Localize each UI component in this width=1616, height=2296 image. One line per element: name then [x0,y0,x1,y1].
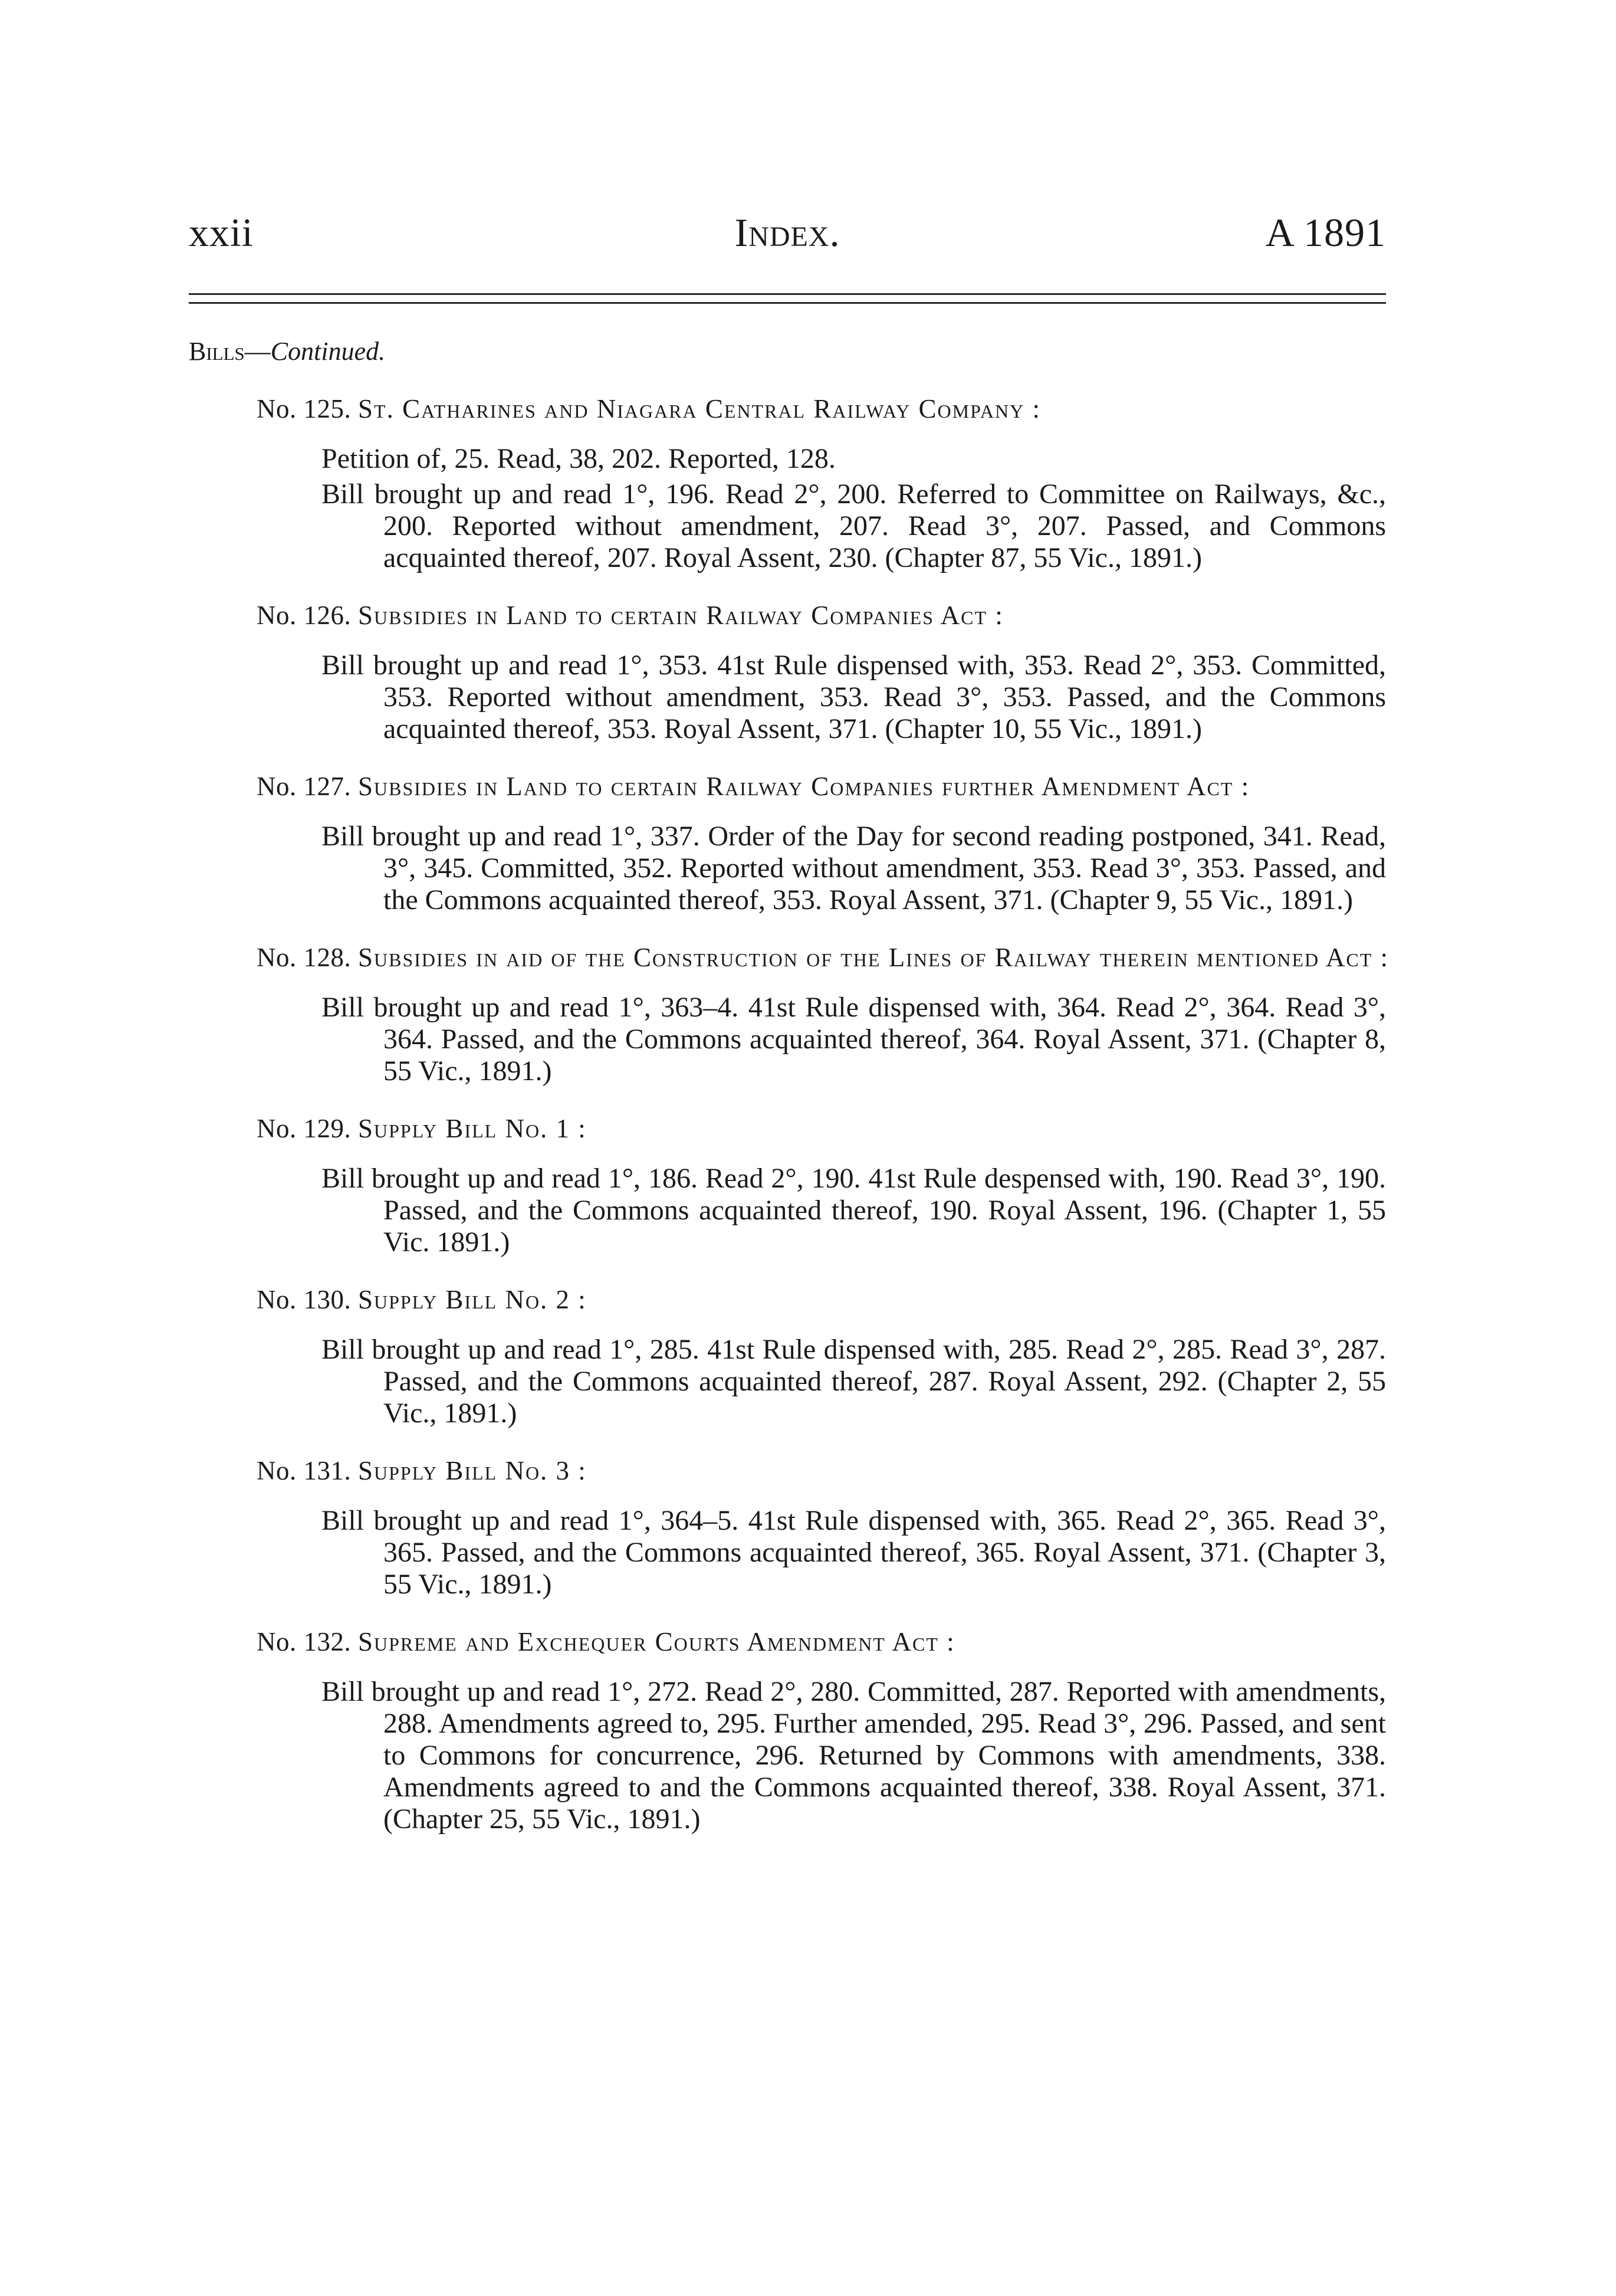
index-entry [189,599,1392,745]
entry-name: St. Catharines and Niagara Central Railway Company : [358,394,1042,424]
entry-name: Subsidies in Land to certain Railway Companies further Amendment Act : [358,772,1250,801]
entry-title [189,599,1392,632]
page-number: xxii [189,210,254,255]
index-entry [189,1283,1392,1429]
index-entry [189,770,1392,916]
entry-title [189,1283,1392,1316]
entry-paragraph: Bill brought up and read 1°, 272. Read 2°, 280. Committed, 287. Reported with amendments, 288. Amendments agreed to, 295. Further amended, 295. Read 3°, 296. Passed, and sent to Commons for concurrence, 296. Returned by Commons with amendments, 338. Amendments agreed to and the Commons acquainted thereof, 338. Royal Assent, 371. (Chapter 25, 55 Vic., 1891.) [321,1676,1386,1835]
entry-paragraph: Bill brought up and read 1°, 364–5. 41st Rule dispensed with, 365. Read 2°, 365. Read 3°, 365. Passed, and the Commons acquainted thereof, 365. Royal Assent, 371. (Chapter 3, 55 Vic., 1891.) [321,1505,1386,1600]
entry-paragraph: Petition of, 25. Read, 38, 202. Reported, 128. [321,443,836,474]
entry-title [189,1625,1392,1658]
entry-title [189,941,1392,974]
entry-number: No. 126. [257,601,352,630]
entry-number: No. 125. [257,394,352,424]
section-heading [189,336,385,366]
entry-list [189,392,1392,1860]
volume-year: A 1891 [1265,210,1386,255]
entry-name: Supreme and Exchequer Courts Amendment Act : [358,1627,955,1657]
entry-paragraph: Bill brought up and read 1°, 337. Order of the Day for second reading postponed, 341. Read, 3°, 345. Committed, 352. Reported without amendment, 353. Read 3°, 353. Passed, and the Commons acquainted thereof, 353. Royal Assent, 371. (Chapter 9, 55 Vic., 1891.) [321,821,1386,916]
index-entry [189,392,1392,574]
section-heading-label: Bills [189,337,245,366]
entry-name: Supply Bill No. 3 : [358,1456,587,1485]
entry-title [189,1112,1392,1145]
entry-name: Supply Bill No. 1 : [358,1114,587,1143]
entry-number: No. 127. [257,772,352,801]
page-title: Index. [734,210,840,255]
entry-number: No. 128. [257,943,352,972]
entry-title [189,770,1392,803]
entry-paragraph: Bill brought up and read 1°, 353. 41st Rule dispensed with, 353. Read 2°, 353. Committed, 353. Reported without amendment, 353. Read 3°, 353. Passed, and the Commons acquainted thereof, 353. Royal Assent, 371. (Chapter 10, 55 Vic., 1891.) [321,650,1386,744]
entry-paragraph: Bill brought up and read 1°, 186. Read 2°, 190. 41st Rule despensed with, 190. Read 3°, 190. Passed, and the Commons acquainted thereof, 190. Royal Assent, 196. (Chapter 1, 55 Vic. 1891.) [321,1163,1386,1258]
entry-title [189,1454,1392,1487]
index-entry [189,941,1392,1087]
entry-paragraph: Bill brought up and read 1°, 363–4. 41st Rule dispensed with, 364. Read 2°, 364. Read 3°, 364. Passed, and the Commons acquainted thereof, 364. Royal Assent, 371. (Chapter 8, 55 Vic., 1891.) [321,992,1386,1087]
entry-name: Supply Bill No. 2 : [358,1285,587,1314]
entry-number: No. 131. [257,1456,352,1485]
entry-paragraph: Bill brought up and read 1°, 285. 41st Rule dispensed with, 285. Read 2°, 285. Read 3°, 287. Passed, and the Commons acquainted thereof, 287. Royal Assent, 292. (Chapter 2, 55 Vic., 1891.) [321,1334,1386,1429]
section-heading-continued: Continued. [270,337,386,366]
entry-number: No. 130. [257,1285,352,1314]
index-entry [189,1625,1392,1835]
entry-name: Subsidies in Land to certain Railway Companies Act : [358,601,1004,630]
entry-paragraph: Bill brought up and read 1°, 196. Read 2°, 200. Referred to Committee on Railways, &c., 200. Reported without amendment, 207. Read 3°, 207. Passed, and Commons acquainted thereof, 207. Royal Assent, 230. (Chapter 87, 55 Vic., 1891.) [321,478,1386,573]
index-entry [189,1112,1392,1258]
header-rule-upper [189,293,1386,295]
entry-name: Subsidies in aid of the Construction of the Lines of Railway therein mentioned Act : [358,943,1390,972]
index-entry [189,1454,1392,1600]
header-rule-lower [189,302,1386,304]
entry-title [189,392,1392,425]
running-head [189,209,1386,268]
section-heading-dash: — [244,337,271,366]
entry-number: No. 132. [257,1627,352,1657]
entry-number: No. 129. [257,1114,352,1143]
